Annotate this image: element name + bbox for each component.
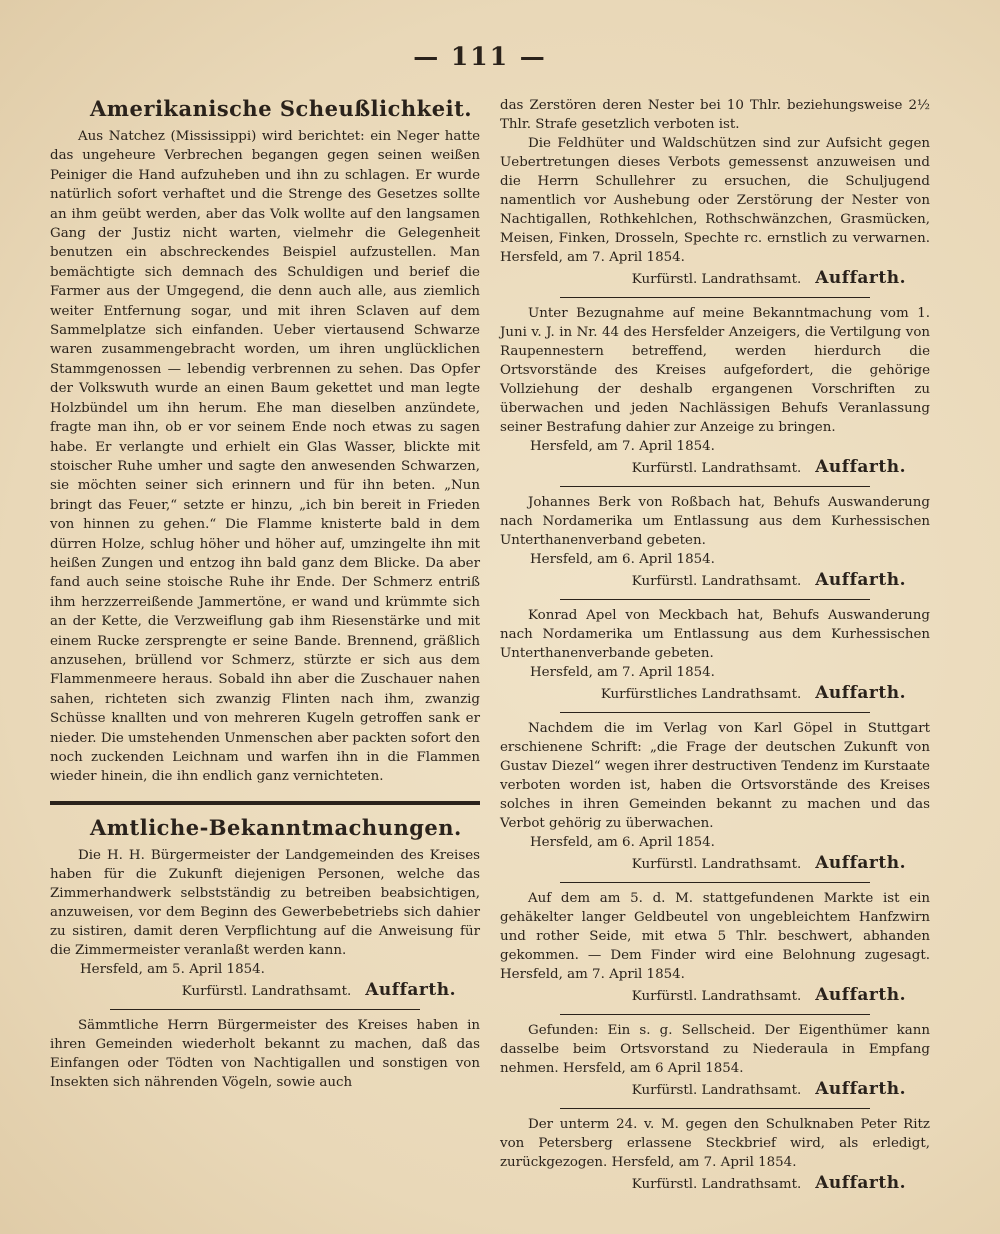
section-divider <box>50 801 480 805</box>
notice-divider <box>560 882 870 883</box>
office-name: Kurfürstl. Landrathsamt. <box>631 1083 802 1098</box>
signer-name: Auffarth. <box>815 1079 906 1099</box>
office-name: Kurfürstl. Landrathsamt. <box>181 983 352 999</box>
notice-text: Der unterm 24. v. M. gegen den Schulknaben Peter Ritz von Petersberg erlassene Steckbrief wird, als erledigt, zurückgezogen. Hersfeld, am 7. April 1854. <box>500 1117 930 1170</box>
notice-place-date: Hersfeld, am 7. April 1854. <box>530 665 715 680</box>
office-name: Kurfürstl. Landrathsamt. <box>631 272 802 287</box>
notice-text: das Zerstören deren Nester bei 10 Thlr. beziehungsweise 2½ Thlr. Strafe gesetzlich verboten ist. <box>500 98 930 132</box>
notice-signature <box>500 1078 930 1102</box>
notice-text: Auf dem am 5. d. M. stattgefundenen Markte ist ein gehäkelter langer Geldbeutel von ungebleichtem Hanfzwirn und rother Seide, mit etwa 5 Thlr. beschwert, abhanden gekommen. — Dem Finder wird eine Belohnung zugesagt. Hersfeld, am 7. April 1854. <box>500 891 930 982</box>
notice-apel <box>500 606 930 706</box>
article-title: Amerikanische Scheußlichkeit. <box>90 96 473 121</box>
left-column <box>50 90 480 1092</box>
notice-signature <box>500 267 930 291</box>
office-name: Kurfürstliches Landrathsamt. <box>600 687 802 702</box>
notice-signature <box>500 456 930 480</box>
notice-divider <box>110 1009 420 1010</box>
notice-text: Nachdem die im Verlag von Karl Göpel in Stuttgart erschienene Schrift: „die Frage der deutschen Zukunft von Gustav Diezel“ wegen ihrer destructiven Tendenz im Kurstaate verboten worden ist, haben die Ortsvorstände des Kreises solches in ihren Gemeinden bekannt zu machen und das Verbot gehörig zu überwachen. <box>500 721 930 831</box>
notice-signature <box>500 569 930 593</box>
notice-signature <box>500 1172 930 1196</box>
office-name: Kurfürstl. Landrathsamt. <box>631 574 802 589</box>
notice-text: Gefunden: Ein s. g. Sellscheid. Der Eigenthümer kann dasselbe beim Ortsvorstand zu Niederaula in Empfang nehmen. Hersfeld, am 6 April 1854. <box>500 1023 930 1076</box>
notice-raupennester <box>500 304 930 480</box>
notice-schrift-verbot <box>500 719 930 876</box>
notice-place-date: Hersfeld, am 6. April 1854. <box>530 835 715 850</box>
notice-signature <box>500 984 930 1008</box>
office-name: Kurfürstl. Landrathsamt. <box>631 461 802 476</box>
notice-divider <box>560 486 870 487</box>
section-title: Amtliche-Bekanntmachungen. <box>90 814 462 840</box>
office-name: Kurfürstl. Landrathsamt. <box>631 857 802 872</box>
notice-place-date: Hersfeld, am 6. April 1854. <box>530 552 715 567</box>
notice-text: Sämmtliche Herrn Bürgermeister des Kreises haben in ihren Gemeinden wiederholt bekannt zu machen, daß das Einfangen oder Tödten von Nachtigallen und sonstigen von Insekten sich nährenden Vögeln, sowie auch <box>50 1017 480 1090</box>
notice-berk <box>500 493 930 593</box>
signer-name: Auffarth. <box>815 268 906 288</box>
signer-name: Auffarth. <box>815 853 906 873</box>
notice-text: Die Feldhüter und Waldschützen sind zur Aufsicht gegen Uebertretungen dieses Verbots gemessenst anzuweisen und die Herrn Schullehrer zu ersuchen, die Schuljugend namentlich vor Aushebung oder Zerstörung der Nester von Nachtigallen, Rothkehlchen, Rothschwänzchen, Grasmücken, Meisen, Finken, Drosseln, Spechte rc. ernstlich zu verwarnen. Hersfeld, am 7. April 1854. <box>500 136 930 265</box>
office-name: Kurfürstl. Landrathsamt. <box>631 1177 802 1192</box>
notice-divider <box>560 712 870 713</box>
notice-divider <box>560 599 870 600</box>
notice-gefunden <box>500 1021 930 1102</box>
notice-signature <box>500 852 930 876</box>
notice-voegel <box>50 1016 480 1092</box>
signer-name: Auffarth. <box>815 457 906 477</box>
notice-divider <box>560 297 870 298</box>
signer-name: Auffarth. <box>365 979 456 1000</box>
office-name: Kurfürstl. Landrathsamt. <box>631 989 802 1004</box>
notice-text: Johannes Berk von Roßbach hat, Behufs Auswanderung nach Nordamerika um Entlassung aus dem Kurhessischen Unterthanenverband gebeten. <box>500 495 930 548</box>
article-body: Aus Natchez (Mississippi) wird berichtet: ein Neger hatte das ungeheure Verbrechen begangen gegen seinen weißen Peiniger die Hand aufzuheben und ihn zu schlagen. Er wurde natürlich sofort verhaftet und die Strenge des Gesetzes sollte an ihm geübt werden, aber das Volk wollte auf den langsamen Gang der Justiz nicht warten, vielmehr die Gelegenheit benutzen ein abschreckendes Beispiel aufzustellen. Man bemächtigte sich demnach des Schuldigen und berief die Farmer aus der Umgegend, die denn auch alle, aus ziemlich weiter Entfernung sogar, und mit ihren Sclaven auf dem Sammelplatze sich einfanden. Ueber viertausend Schwarze waren zusammengebracht worden, um ihren unglücklichen Stammgenossen — lebendig verbrennen zu sehen. Das Opfer der Volkswuth wurde an einen Baum gekettet und man legte Holzbündel um ihn herum. Ehe man dieselben anzündete, fragte man ihn, ob er vor seinem Ende noch etwas zu sagen habe. Er verlangte und erhielt ein Glas Wasser, blickte mit stoischer Ruhe umher und sagte den anwesenden Schwarzen, sie möchten seiner sich erinnern und für ihn beten. „Nun bringt das Feuer,“ setzte er hinzu, „ich bin bereit in Frieden von hinnen zu gehen.“ Die Flamme knisterte bald in dem dürren Holze, schlug höher und höher auf, umzingelte ihn mit heißen Zungen und entzog ihn bald ganz dem Blicke. Da aber fand auch seine stoische Ruhe ihr Ende. Der Schmerz entriß ihm herzzerreißende Jammertöne, er wand und krümmte sich an der Kette, die Verzweiflung gab ihm Riesenstärke und mit einem Rucke zersprengte er seine Bande. Brennend, gräßlich anzusehen, brüllend vor Schmerz, stürzte er sich aus dem Flammenmeere heraus. Sobald ihn aber die Zuschauer nahen sahen, richteten sich zwanzig Flinten nach ihm, zwanzig Schüsse knallten und von mehreren Kugeln getroffen sank er nieder. Die umstehenden Unmenschen aber packten sofort den noch zuckenden Leichnam und warfen ihn in die Flammen wieder hinein, die ihn endlich ganz vernichteten. <box>50 129 480 785</box>
signer-name: Auffarth. <box>815 1173 906 1193</box>
notice-steckbrief <box>500 1115 930 1196</box>
notice-geldbeutel <box>500 889 930 1008</box>
notice-voegel-continued <box>500 96 930 291</box>
notice-text: Konrad Apel von Meckbach hat, Behufs Auswanderung nach Nordamerika um Entlassung aus dem Kurhessischen Unterthanenverbande gebeten. <box>500 608 930 661</box>
notice-signature <box>500 682 930 706</box>
notice-place-date: Hersfeld, am 5. April 1854. <box>80 961 265 977</box>
notice-place-date: Hersfeld, am 7. April 1854. <box>530 439 715 454</box>
notice-divider <box>560 1014 870 1015</box>
signer-name: Auffarth. <box>815 570 906 590</box>
notice-signature <box>50 979 480 1003</box>
right-column <box>500 96 930 1196</box>
page-number: — 111 — <box>413 42 547 71</box>
signer-name: Auffarth. <box>815 985 906 1005</box>
notice-text: Die H. H. Bürgermeister der Landgemeinden des Kreises haben für die Zukunft diejenigen Personen, welche das Zimmerhandwerk selbstständig zu betreiben beabsichtigen, anzuweisen, vor dem Beginn des Gewerbebetriebs sich dahier zu sistiren, damit deren Verpflichtung auf die Anweisung für die Zimmermeister veranlaßt werden kann. <box>50 847 480 958</box>
notice-zimmerhandwerk <box>50 846 480 1003</box>
notice-divider <box>560 1108 870 1109</box>
notice-text: Unter Bezugnahme auf meine Bekanntmachung vom 1. Juni v. J. in Nr. 44 des Hersfelder Anzeigers, die Vertilgung von Raupennestern betreffend, werden hierdurch die Ortsvorstände des Kreises aufgefordert, die gehörige Vollziehung der deshalb ergangenen Vorschriften zu überwachen und jeden Nachlässigen Behufs Veranlassung seiner Bestrafung dahier zur Anzeige zu bringen. <box>500 306 930 435</box>
signer-name: Auffarth. <box>815 683 906 703</box>
